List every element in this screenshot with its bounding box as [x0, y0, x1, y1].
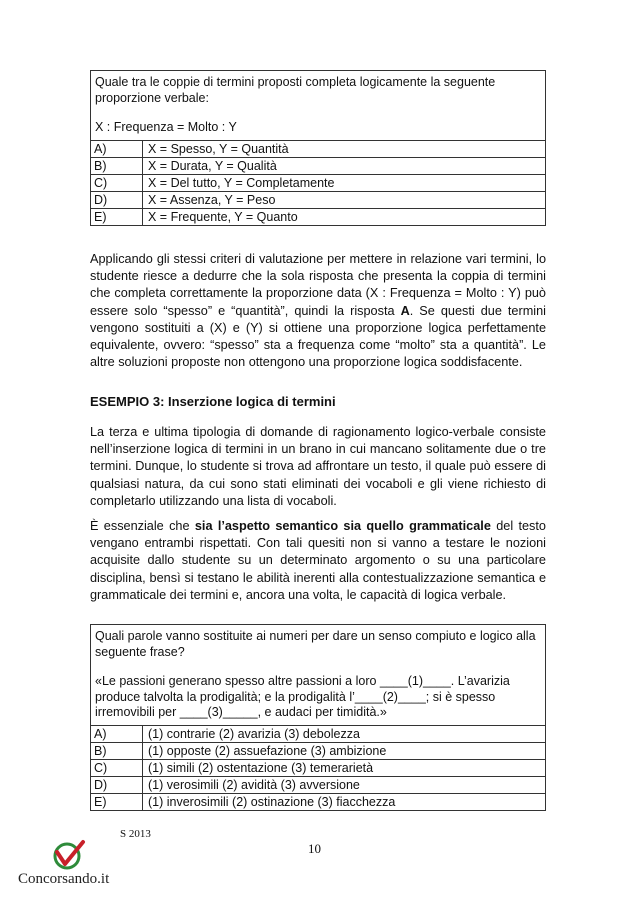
option-row — [91, 175, 545, 192]
option-text: (1) contrarie (2) avarizia (3) debolezza — [148, 726, 360, 741]
option-text: X = Assenza, Y = Peso — [148, 192, 276, 207]
intro-paragraph: La terza e ultima tipologia di domande di ragionamento logico-verbale consiste nell’inserzione logica di termini in un brano in cui mancano solitamente due o tre termini. Dunque, lo studente si trova ad affrontare un testo, il quale può essere di qualsiasi natura, da cui sono stati eliminati dei vocaboli e gli viene richiesto di completarlo utilizzando una lista di vocaboli. — [90, 425, 546, 508]
option-row — [91, 777, 545, 794]
logo-text: Concorsando.it — [18, 871, 110, 887]
answer-letter: A — [400, 303, 410, 318]
question-box-2 — [90, 624, 546, 811]
option-text: (1) inverosimili (2) ostinazione (3) fiacchezza — [148, 794, 396, 809]
option-letter: E) — [91, 209, 143, 225]
option-letter: D) — [91, 192, 143, 208]
question-1 — [91, 71, 545, 141]
question-1-text: Quale tra le coppie di termini proposti completa logicamente la seguente proporzione verbale: — [95, 75, 496, 105]
option-text: X = Durata, Y = Qualità — [148, 158, 277, 173]
option-letter: C) — [91, 760, 143, 776]
option-row — [91, 209, 545, 225]
question-2-sentence: «Le passioni generano spesso altre passioni a loro ____(1)____. L’avarizia produce talvolta la prodigalità; e la prodigalità l’____(2)____; si è spesso irremovibili per ____(3)_____, e audaci per timidità.» — [95, 674, 510, 719]
paragraph-text: . Se questi due termini vengono sostituiti a (X) e (Y) si ottiene una proporzione logica perfettamente equivalente, ovvero: “spesso” sta a frequenza come “molto” sta a quantità”. Le altre soluzioni proposte non ottengono una proporzione logica soddisfacente. — [90, 303, 546, 370]
option-letter: E) — [91, 794, 143, 810]
option-letter: A) — [91, 141, 143, 157]
option-text: X = Frequente, Y = Quanto — [148, 209, 298, 224]
paragraph-text: del testo vengano entrambi rispettati. Con tali quesiti non si vanno a testare le nozioni acquisite dallo studente su un determinato argomento o su una particolare disciplina, bensì si testano le abilità inerenti alla contestualizzazione semantica e grammaticale dei termini e, ancora una volta, le capacità di logica verbale. — [90, 519, 546, 602]
option-letter: C) — [91, 175, 143, 191]
essential-paragraph — [90, 518, 546, 604]
explanation-paragraph — [90, 251, 546, 371]
question-2 — [91, 625, 545, 726]
option-row — [91, 760, 545, 777]
paragraph-text: È essenziale che — [90, 519, 195, 533]
option-letter: A) — [91, 726, 143, 742]
option-row — [91, 743, 545, 760]
bold-phrase: sia l’aspetto semantico sia quello grammaticale — [194, 519, 491, 533]
footer-code: S 2013 — [120, 828, 151, 840]
question-2-text: Quali parole vanno sostituite ai numeri per dare un senso compiuto e logico alla seguente frase? — [95, 629, 536, 659]
option-letter: B) — [91, 743, 143, 759]
option-text: X = Spesso, Y = Quantità — [148, 141, 289, 156]
option-text: (1) simili (2) ostentazione (3) temerarietà — [148, 760, 374, 775]
option-row — [91, 141, 545, 158]
option-letter: D) — [91, 777, 143, 793]
option-row — [91, 794, 545, 810]
paragraph-text: Applicando gli stessi criteri di valutazione per mettere in relazione vari termini, lo studente riesce a dedurre che la sola risposta che presenta la coppia di termini che completa correttamente la proporzione data (X : Frequenza = Molto : Y) può essere solo “spesso” e “quantità”, quindi la risposta — [90, 252, 546, 318]
question-box-1 — [90, 70, 546, 226]
option-text: (1) opposte (2) assuefazione (3) ambizione — [148, 743, 387, 758]
question-1-proportion: X : Frequenza = Molto : Y — [95, 120, 237, 134]
option-row — [91, 726, 545, 743]
option-text: X = Del tutto, Y = Completamente — [148, 175, 335, 190]
option-row — [91, 158, 545, 175]
option-text: (1) verosimili (2) avidità (3) avversione — [148, 777, 360, 792]
section-heading: ESEMPIO 3: Inserzione logica di termini — [90, 394, 336, 409]
option-row — [91, 192, 545, 209]
option-letter: B) — [91, 158, 143, 174]
page-number: 10 — [308, 841, 321, 856]
